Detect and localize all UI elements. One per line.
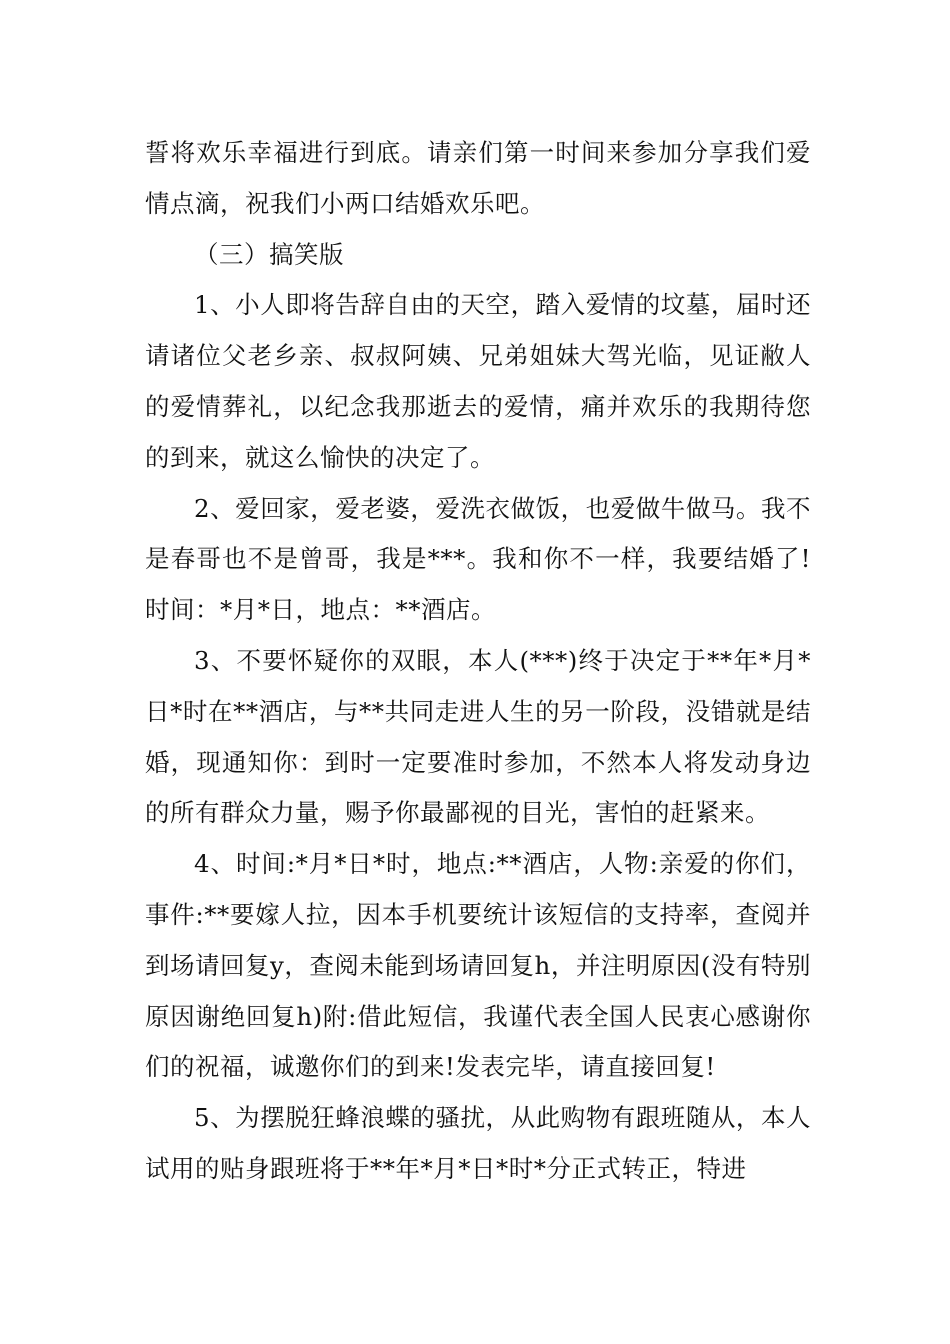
paragraph-item-4: 4、时间:*月*日*时，地点:**酒店，人物:亲爱的你们，事件:**要嫁人拉，因本手机要统计该短信的支持率，查阅并到场请回复y，查阅未能到场请回复h，并注明原因(没有特别原因谢绝回复h)附:借此短信，我谨代表全国人民衷心感谢你们的祝福，诚邀你们的到来!发表完毕，请直接回复!: [145, 849, 811, 1082]
document-body: [145, 128, 811, 1195]
paragraph-continuation: 誓将欢乐幸福进行到底。请亲们第一时间来参加分享我们爱情点滴，祝我们小两口结婚欢乐吧。: [145, 138, 811, 218]
paragraph-item-1: 1、小人即将告辞自由的天空，踏入爱情的坟墓，届时还请诸位父老乡亲、叔叔阿姨、兄弟姐妹大驾光临，见证敝人的爱情葬礼，以纪念我那逝去的爱情，痛并欢乐的我期待您的到来，就这么愉快的决定了。: [145, 290, 811, 472]
section-heading: （三）搞笑版: [194, 239, 344, 269]
paragraph-item-2: 2、爱回家，爱老婆，爱洗衣做饭，也爱做牛做马。我不是春哥也不是曾哥，我是***。我和你不一样，我要结婚了!时间：*月*日，地点：**酒店。: [145, 493, 811, 625]
paragraph-item-3: 3、不要怀疑你的双眼，本人(***)终于决定于**年*月*日*时在**酒店，与**共同走进人生的另一阶段，没错就是结婚，现通知你：到时一定要准时参加，不然本人将发动身边的所有群众力量，赐予你最鄙视的目光，害怕的赶紧来。: [145, 645, 811, 828]
paragraph-item-5: 5、为摆脱狂蜂浪蝶的骚扰，从此购物有跟班随从，本人试用的贴身跟班将于**年*月*日*时*分正式转正，特进: [145, 1103, 811, 1183]
